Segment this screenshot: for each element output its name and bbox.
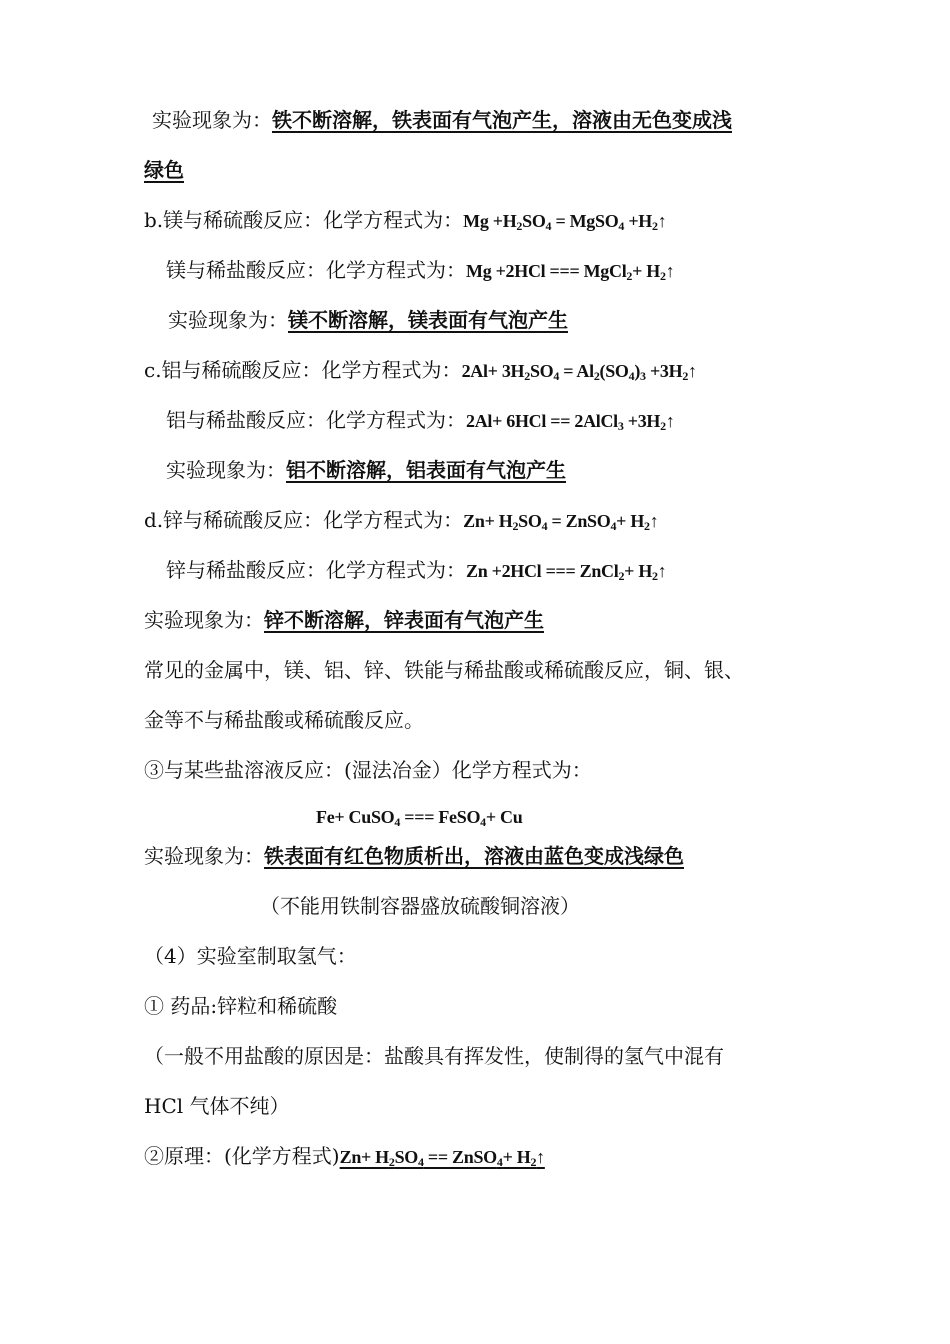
equation [462,361,697,381]
line-al-hcl [166,406,675,435]
line-fe-cuso4 [316,802,522,831]
equation-text: ) [634,361,641,381]
equation-subscript: 4 [541,519,548,533]
heading-hydrogen-prep [144,942,357,970]
equation-text: Fe+ CuSO [316,807,395,827]
equation-subscript: 4 [628,369,635,383]
equation-subscript: 2 [652,569,658,583]
paragraph-hcl-reason-cont [144,1092,290,1120]
equation-text: ↑ [665,411,675,431]
equation-text: ↑ [657,561,667,581]
equation-subscript: 2 [626,269,633,283]
equation-text: SO [394,1147,419,1167]
equation-text: ↑ [657,211,667,231]
equation-text: SO [529,361,554,381]
equation-subscript: 2 [659,269,666,283]
line-zn-hcl [166,556,666,585]
equation-subscript: 2 [512,519,519,533]
equation-text: 2Al+ 6HCl == 2AlCl [466,411,618,431]
equation-text: ↑ [536,1147,545,1167]
text: （不能用铁制容器盛放硫酸铜溶液） [260,894,580,918]
label: 实验现象为： [144,608,264,632]
equation-subscript: 2 [516,219,523,233]
equation-subscript: 4 [610,519,617,533]
label: 实验现象为： [166,458,286,482]
equation-text: +H [624,211,652,231]
label: 锌与稀盐酸反应：化学方程式为： [166,558,466,582]
equation-text: + H [624,561,653,581]
line-mg-observation [168,306,568,334]
equation-text: Mg +H [463,211,517,231]
line-zn-observation [144,606,544,634]
equation-subscript: 2 [524,369,530,383]
equation-subscript: 2 [618,569,625,583]
equation-subscript: 3 [617,419,624,433]
equation-subscript: 4 [480,815,486,829]
equation-text: Zn +2HCl === ZnCl [466,561,619,581]
equation-subscript: 2 [388,1155,395,1169]
equation-text: == ZnSO [423,1147,497,1167]
equation-text: = Al [559,361,594,381]
heading-salt-solution [144,756,592,784]
label: 实验现象为： [168,308,288,332]
text: ③与某些盐溶液反应：(湿法冶金）化学方程式为： [144,758,592,782]
equation-subscript: 4 [553,369,560,383]
line-iron-observation [152,106,732,134]
equation-subscript: 2 [682,369,689,383]
text: 金等不与稀盐酸或稀硫酸反应。 [144,708,424,732]
paragraph-hcl-reason [144,1042,724,1070]
answer: 铁不断溶解，铁表面有气泡产生，溶液由无色变成浅 [272,108,732,132]
line-fe-cuso4-observation [144,842,684,870]
equation [466,411,675,431]
equation-text: + Cu [485,807,523,827]
equation-subscript: 4 [418,1155,424,1169]
paragraph-common-metals [144,656,744,684]
equation-text: === FeSO [400,807,481,827]
answer: 绿色 [144,158,184,182]
equation-subscript: 4 [618,219,625,233]
line-reagents [144,992,337,1020]
text: 常见的金属中，镁、铝、锌、铁能与稀盐酸或稀硫酸反应，铜、银、 [144,658,744,682]
equation-text: (SO [599,361,629,381]
label: 铝与稀盐酸反应：化学方程式为： [166,408,466,432]
equation [463,511,658,531]
line-zn-h2so4 [144,506,658,535]
equation-text: SO [522,211,546,231]
answer: 锌不断溶解，锌表面有气泡产生 [264,608,544,632]
note-container [260,892,580,920]
equation-text: 2Al+ 3H [461,361,525,381]
label: 镁与稀盐酸反应：化学方程式为： [166,258,466,282]
line-al-h2so4 [144,356,697,385]
equation-text: Zn+ H [463,511,513,531]
equation-text: + H [502,1147,531,1167]
equation-text: + H [616,511,645,531]
equation-subscript: 4 [545,219,552,233]
label: d.锌与稀硫酸反应：化学方程式为： [144,508,464,532]
equation-text: +3H [645,361,683,381]
equation-text: +3H [623,411,661,431]
text: （一般不用盐酸的原因是：盐酸具有挥发性，使制得的氢气中混有 [144,1044,724,1068]
equation-subscript: 4 [496,1155,503,1169]
equation-text: ↑ [688,361,697,381]
equation-text: = MgSO [551,211,619,231]
equation-subscript: 3 [640,369,646,383]
equation [340,1147,545,1167]
equation-text: ↑ [665,261,675,281]
line-mg-hcl [166,256,674,285]
equation-text: = ZnSO [547,511,611,531]
text: ① 药品:锌粒和稀硫酸 [144,994,338,1018]
equation-subscript: 2 [593,369,600,383]
line-iron-observation-cont [144,156,184,184]
label: b.镁与稀硫酸反应：化学方程式为： [144,208,464,232]
equation [466,561,666,581]
answer: 铝不断溶解，铝表面有气泡产生 [286,458,566,482]
line-al-observation [166,456,566,484]
line-mg-h2so4 [144,206,666,235]
equation [463,211,666,231]
label: 实验现象为： [152,108,272,132]
label: ②原理：(化学方程式) [144,1144,340,1168]
line-principle [144,1142,545,1171]
paragraph-common-metals-cont [144,706,424,734]
equation-text: Mg +2HCl === MgCl [466,261,627,281]
equation-subscript: 2 [644,519,650,533]
answer: 镁不断溶解，镁表面有气泡产生 [288,308,568,332]
equation-subscript: 2 [651,219,658,233]
text: （4）实验室制取氢气： [144,944,357,968]
label: c.铝与稀硫酸反应：化学方程式为： [144,358,462,382]
equation-text: ↑ [649,511,659,531]
equation-text: + H [632,261,660,281]
equation-text: Zn+ H [339,1147,389,1167]
equation-subscript: 2 [660,419,666,433]
equation-subscript: 4 [394,815,401,829]
label: 实验现象为： [144,844,264,868]
equation-text: SO [518,511,542,531]
text: HCl 气体不纯） [144,1094,290,1118]
equation [316,807,522,827]
equation [466,261,674,281]
equation-subscript: 2 [530,1155,537,1169]
answer: 铁表面有红色物质析出，溶液由蓝色变成浅绿色 [264,844,684,868]
